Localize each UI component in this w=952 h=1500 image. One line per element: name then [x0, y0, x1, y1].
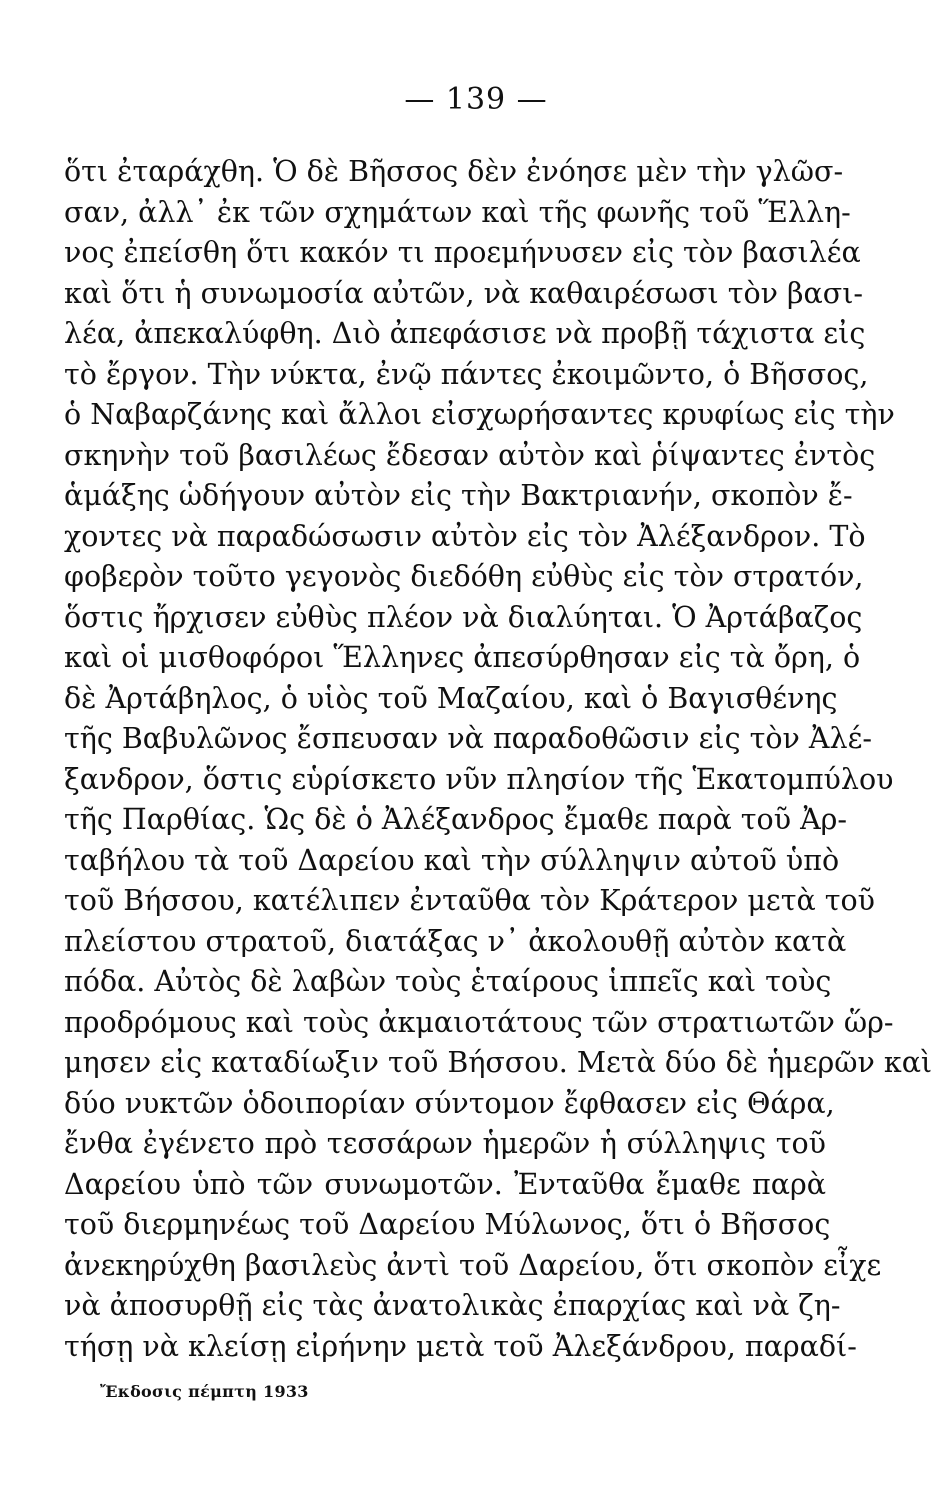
text-line: σκηνὴν τοῦ βασιλέως ἔδεσαν αὐτὸν καὶ ῥίψαντες ἐντὸς [64, 438, 876, 472]
text-line: πόδα. Αὐτὸς δὲ λαβὼν τοὺς ἑταίρους ἱππεῖς καὶ τοὺς [64, 965, 832, 998]
edition-footnote: Ἔκδοσις πέμπτη 1933 [100, 1382, 309, 1401]
text-line: τὸ ἔργον. Τὴν νύκτα, ἐνῷ πάντες ἐκοιμῶντο, ὁ Βῆσσος, [64, 357, 869, 391]
text-line: τοῦ Βήσσου, κατέλιπεν ἐνταῦθα τὸν Κράτερον μετὰ τοῦ [64, 884, 876, 917]
text-line: χοντες νὰ παραδώσωσιν αὐτὸν εἰς τὸν Ἀλέξανδρον. Τὸ [64, 519, 866, 553]
page-number: — 139 — [404, 82, 548, 117]
text-line: τῆς Βαβυλῶνος ἔσπευσαν νὰ παραδοθῶσιν εἰς τὸν Ἀλέ- [64, 722, 872, 755]
text-line: ἁμάξης ὡδήγουν αὐτὸν εἰς τὴν Βακτριανήν, σκοπὸν ἔ- [64, 479, 853, 512]
text-line: λέα, ἀπεκαλύφθη. Διὸ ἀπεφάσισε νὰ προβῇ τάχιστα εἰς [64, 317, 866, 350]
text-line: ἔνθα ἐγένετο πρὸ τεσσάρων ἡμερῶν ἡ σύλληψις τοῦ [64, 1127, 826, 1160]
text-line: δύο νυκτῶν ὁδοιπορίαν σύντομον ἔφθασεν εἰς Θάρα, [64, 1086, 835, 1120]
text-line: Δαρείου ὑπὸ τῶν συνωμοτῶν. Ἐνταῦθα ἔμαθε παρὰ [64, 1167, 826, 1201]
text-line: καὶ ὅτι ἡ συνωμοσία αὐτῶν, νὰ καθαιρέσωσι τὸν βασι- [64, 276, 864, 310]
text-line: τήσῃ νὰ κλείσῃ εἰρήνην μετὰ τοῦ Ἀλεξάνδρου, παραδί- [64, 1329, 857, 1363]
text-line: νος ἐπείσθη ὅτι κακόν τι προεμήνυσεν εἰς τὸν βασιλέα [64, 236, 861, 269]
text-line: σαν, ἀλλ᾽ ἐκ τῶν σχημάτων καὶ τῆς φωνῆς τοῦ Ἕλλη- [64, 195, 851, 229]
text-line: τῆς Παρθίας. Ὡς δὲ ὁ Ἀλέξανδρος ἔμαθε παρὰ τοῦ Ἀρ- [64, 803, 848, 836]
text-line: δὲ Ἀρτάβηλος, ὁ υἱὸς τοῦ Μαζαίου, καὶ ὁ Βαγισθένης [64, 681, 838, 715]
text-line: ὁ Ναβαρζάνης καὶ ἄλλοι εἰσχωρήσαντες κρυφίως εἰς τὴν [64, 398, 895, 431]
text-line: τοῦ διερμηνέως τοῦ Δαρείου Μύλωνος, ὅτι ὁ Βῆσσος [64, 1208, 831, 1241]
text-line: ὅτι ἐταράχθη. Ὁ δὲ Βῆσσος δὲν ἐνόησε μὲν τὴν γλῶσ- [64, 155, 844, 188]
text-line: ξανδρον, ὅστις εὑρίσκετο νῦν πλησίον τῆς Ἑκατομπύλου [64, 762, 894, 796]
text-line: νὰ ἀποσυρθῇ εἰς τὰς ἀνατολικὰς ἐπαρχίας καὶ νὰ ζη- [64, 1289, 841, 1322]
text-line: μησεν εἰς καταδίωξιν τοῦ Βήσσου. Μετὰ δύο δὲ ἡμερῶν καὶ [64, 1046, 933, 1079]
text-line: φοβερὸν τοῦτο γεγονὸς διεδόθη εὐθὺς εἰς τὸν στρατόν, [64, 560, 864, 593]
text-line: ὅστις ἤρχισεν εὐθὺς πλέον νὰ διαλύηται. Ὁ Ἀρτάβαζος [64, 600, 863, 634]
text-line: ταβήλου τὰ τοῦ Δαρείου καὶ τὴν σύλληψιν αὐτοῦ ὑπὸ [64, 843, 840, 877]
text-line: καὶ οἱ μισθοφόροι Ἕλληνες ἀπεσύρθησαν εἰς τὰ ὄρη, ὁ [64, 641, 861, 674]
text-line: ἀνεκηρύχθη βασιλεὺς ἀντὶ τοῦ Δαρείου, ὅτι σκοπὸν εἶχε [64, 1248, 882, 1282]
body-text [64, 152, 933, 1367]
text-line: πλείστου στρατοῦ, διατάξας ν᾽ ἀκολουθῇ αὐτὸν κατὰ [64, 924, 847, 958]
text-line: προδρόμους καὶ τοὺς ἀκμαιοτάτους τῶν στρατιωτῶν ὥρ- [64, 1005, 894, 1039]
